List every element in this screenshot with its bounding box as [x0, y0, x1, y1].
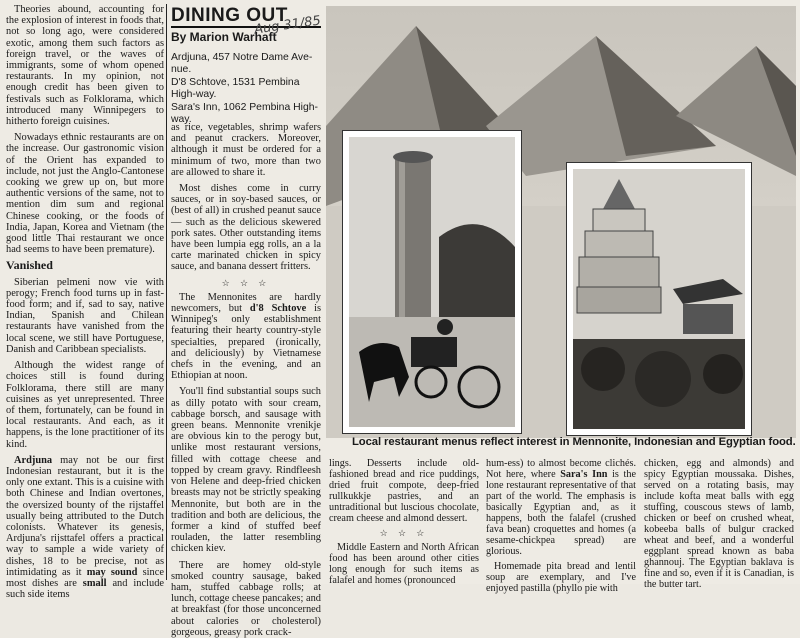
text-run: is Winnipeg's only establishment featuring their hearty country-style specialties, prepared (ironically, and deliciously) by Vietnamese chefs in the evening, and an Ethiopian at noon.	[171, 303, 322, 382]
address-d8-schtove: D'8 Schtove, 1531 Pembina High-way.	[171, 77, 300, 100]
paragraph: Although the widest range of choices still is found during Folklorama, there still are many cuisines as yet unrepresented. Three of them, fortunately, can be found in local restaurants. And each, as it happens, is the lone practitioner of its kind.	[6, 360, 164, 450]
address-ardjuna: Ardjuna, 457 Notre Dame Ave-nue.	[171, 52, 313, 75]
paragraph	[171, 292, 321, 382]
paragraph: chicken, egg and almonds) and spicy Egyptian moussaka. Dishes, served on a rotating basis, may include kofta meat balls with egg stuffing, couscous stews of lamb, chicken or beef on crushed wheat, kobeeba balls of bulgur cracked wheat and beef, and a wonderful eggplant spread known as baba ghannouj. The Egyptian baklava is fine and so, even if it is Canadian, is the butter tart.	[644, 458, 794, 590]
text-run: The Mennonites are hardly newcomers, but	[171, 291, 321, 315]
article-column-1	[6, 4, 164, 601]
section-stars: ☆ ☆ ☆	[221, 277, 271, 288]
article-column-5	[644, 458, 794, 590]
buggy-photo-image	[349, 137, 515, 427]
subheading-vanished: Vanished	[6, 258, 53, 273]
paragraph: Theories abound, accounting for the explosion of interest in foods that, not so long ago, were considered exotic, among them such factors as foreign travel, or the waves of immigrants, some of whom opened restaurants. In my opinion, not enough credit has been given to festivals such as Folklorama, which introduced many Winnipegers to hitherto foreign cuisines.	[6, 4, 164, 128]
paragraph: Middle Eastern and North African food has been around other cities long enough for such items as falafel and homes (pronounced	[329, 542, 479, 586]
paragraph	[6, 455, 164, 601]
handwritten-date: Aug 31/85	[253, 13, 322, 38]
temple-photo-image	[573, 169, 745, 429]
text-run: hum-ess) to almost become clichés. Not here, where	[486, 458, 636, 480]
paragraph: Siberian pelmeni now vie with perogy; French food turns up in fast-food form; and if, sad to say, native Indian, Spanish and Chilean restaurants have vanished from the local scene, we still have Portuguese, Danish and Caribbean specialists.	[6, 276, 164, 355]
bold-run: small	[82, 577, 107, 589]
text-run: may not be our first Indonesian restaurant, but it is the only one extant. This is a cuisine with both Chinese and Indian overtones, the oversized bounty of the rijstaffel usually being attributed to the Dutch colonists. Whatever its genesis, Ardjuna's rijsttafel offers a practical way to sample a wide variety of dishes, 18 to be precise, not as intimidating as it	[6, 454, 164, 578]
text-run: since most dishes are	[6, 566, 164, 589]
photo-indonesian-temple	[566, 162, 752, 436]
paragraph: lings. Desserts include old-fashioned bread and rice puddings, dried fruit compote, deep-fried rullkukkje pastries, and an untraditional but luscious chocolate, cream cheese and almond dessert.	[329, 458, 479, 524]
paragraph: Nowadays ethnic restaurants are on the increase. Our gastronomic vision of the Orient has expanded to include, not just the Anglo-Cantonese cooking we grew up on, but more authentic versions of the same, not to mention dim sum and regional Chinese cooking, or the foods of India, Japan, Korea and Vietnam (the good little Thai restaurant we once had seems to have been premature).	[6, 132, 164, 256]
photo-caption: Local restaurant menus reflect interest in Mennonite, Indonesian and Egyptian food.	[352, 436, 796, 448]
restaurant-name-d8-schtove: d'8 Schtove	[249, 303, 307, 315]
column-title: DINING OUT	[171, 6, 321, 28]
byline: By Marion Warhaft	[171, 30, 277, 44]
text-run: and include such side items	[6, 577, 164, 601]
paragraph: as rice, vegetables, shrimp wafers and peanut crackers. Moreover, although it must be ordered for a minimum of two, more than two are allowed to share it.	[171, 122, 321, 178]
photo-mennonite-buggy	[342, 130, 522, 434]
restaurant-name-saras-inn: Sara's Inn	[560, 469, 608, 480]
paragraph: Homemade pita bread and lentil soup are exemplary, and I've enjoyed pastilla (phyllo pie with	[486, 561, 636, 594]
article-column-4	[486, 458, 636, 594]
text-run: is the lone restaurant representative of that part of the world. The emphasis is basically Egyptian and, as it happens, both the falafel (crushed fava bean) croquettes and homes (a sesame-chickpea spread) are glorious.	[486, 469, 636, 557]
restaurant-name-ardjuna: Ardjuna	[14, 454, 53, 466]
bold-run: may sound	[86, 566, 138, 578]
paragraph	[486, 458, 636, 557]
paragraph: There are homey old-style smoked country sausage, baked ham, stuffed cabbage rolls; at lunch, cottage cheese pancakes; and at breakfast (for those unconcerned about calories or cholesterol) gorgeous, greasy pork crack-	[171, 559, 321, 638]
section-stars: ☆ ☆ ☆	[379, 528, 429, 538]
address-saras-inn: Sara's Inn, 1062 Pembina High-way.	[171, 102, 318, 125]
paragraph: You'll find substantial soups such as dilly potato with sour cream, cabbage borsch, and sausage with green beans. Mennonite vrenikje are obvious kin to the perogy but, unlike most restaurant versions, filled with cottage cheese and topped by cream gravy. Rindfleesh von Helene and deep-fried chicken breasts may not be strictly speaking Mennonite, but both are in the tradition and both are delicious, the former a kind of stuffed beef rouladen, the latter resembling chicken kiev.	[171, 386, 321, 555]
column-rule	[166, 4, 167, 580]
paragraph: Most dishes come in curry sauces, or in soy-based sauces, or (best of all) in crushed peanut sauce — such as the delicious skewered pork sates. Other outstanding items have been lumpia egg rolls, an a la carte marinated chicken in spicy sauce, and banana dessert fritters.	[171, 183, 321, 273]
photo-collage	[326, 6, 796, 438]
address-list	[171, 52, 321, 127]
article-column-3	[329, 458, 479, 586]
article-column-2	[171, 122, 322, 638]
